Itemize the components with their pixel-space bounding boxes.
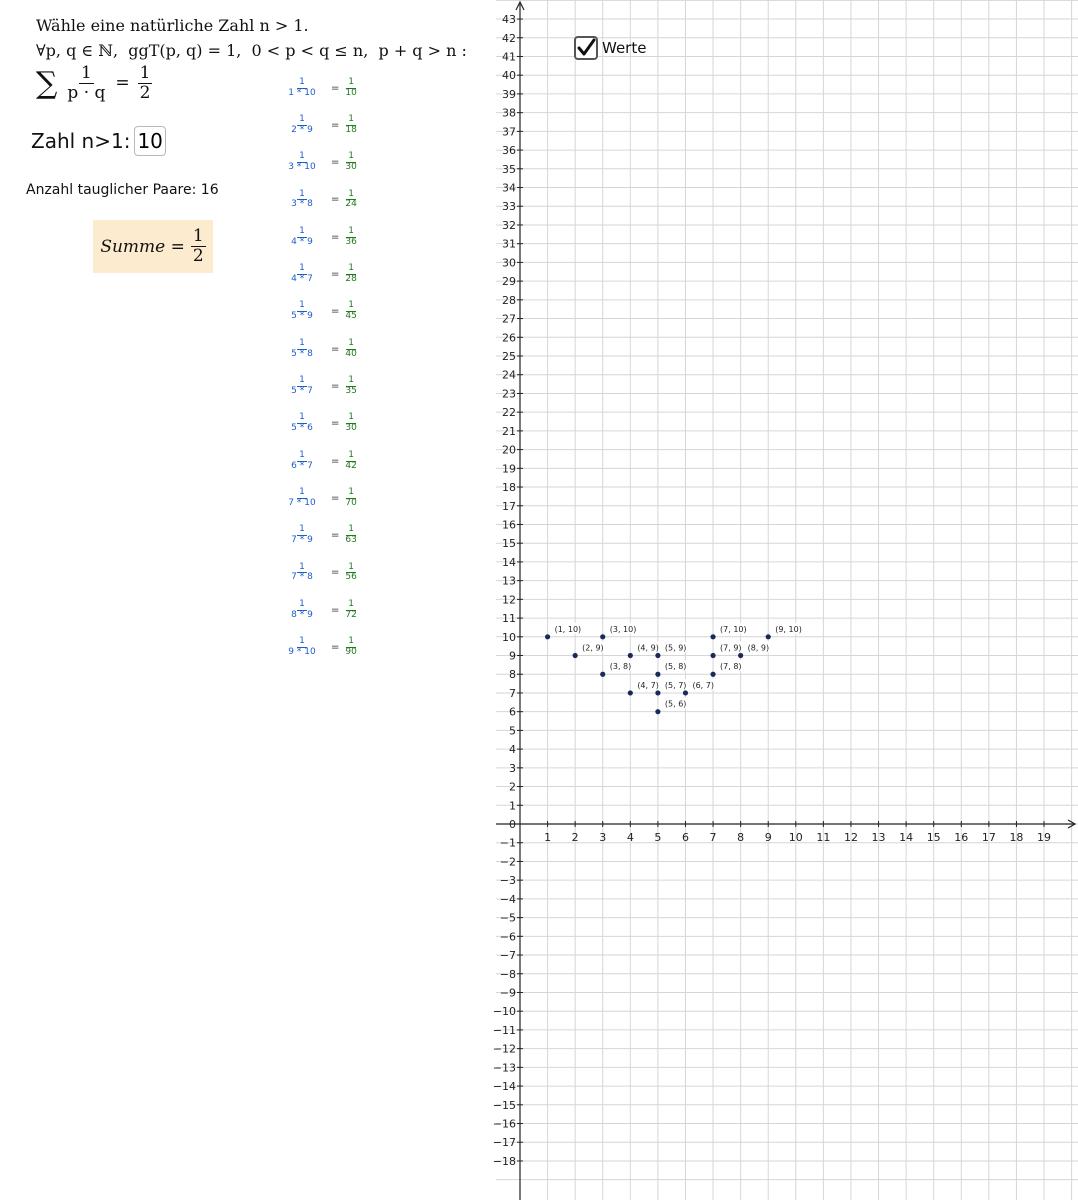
- fraction-row: [285, 260, 375, 290]
- fraction-left-denominator: 7 * 8: [291, 572, 313, 583]
- fraction-left-denominator: 4 * 9: [291, 236, 313, 247]
- fraction-right-denominator: 90: [345, 647, 357, 657]
- data-point: [628, 653, 633, 658]
- y-tick-label: 42: [502, 31, 516, 45]
- fraction-right-denominator: 28: [345, 274, 357, 284]
- x-tick-label: 4: [626, 831, 634, 844]
- fraction-right-denominator: 42: [345, 460, 357, 471]
- fraction-equals: =: [331, 567, 340, 579]
- fraction-right-denominator: 70: [345, 497, 357, 508]
- point-label: (6, 7): [692, 680, 714, 690]
- x-tick-label: 7: [709, 831, 717, 844]
- y-tick-label: 35: [502, 162, 516, 176]
- point-label: (9, 10): [775, 624, 802, 634]
- fraction-left-numerator: 1: [299, 263, 305, 274]
- fraction-left-numerator: 1: [299, 151, 305, 162]
- y-tick-label: 29: [502, 275, 516, 289]
- fraction-right-numerator: 1: [348, 375, 354, 385]
- fraction-left: [285, 525, 319, 546]
- fraction-equals: =: [331, 642, 340, 653]
- fraction-row: [285, 446, 375, 476]
- y-tick-label: −13: [492, 1061, 516, 1075]
- fraction-left-denominator: 2 * 9: [291, 124, 313, 135]
- fraction-right-numerator: 1: [348, 225, 354, 236]
- fraction-left: [285, 488, 319, 509]
- fraction-equals: =: [331, 455, 340, 467]
- fraction-right: [343, 525, 358, 546]
- x-tick-label: 10: [788, 831, 803, 844]
- y-tick-label: 14: [502, 555, 516, 569]
- fraction-right: [343, 600, 358, 621]
- fraction-right-denominator: 30: [345, 162, 357, 173]
- fraction-left-numerator: 1: [299, 300, 305, 311]
- x-tick-label: 18: [1009, 831, 1024, 844]
- fraction-equals: =: [331, 530, 340, 542]
- fraction-equals: =: [331, 82, 340, 94]
- fraction-left: [285, 637, 319, 658]
- x-tick-label: 1: [544, 831, 552, 844]
- fraction-equals: =: [331, 119, 340, 131]
- y-tick-label: 37: [502, 125, 516, 139]
- y-tick-label: 16: [502, 518, 516, 532]
- fraction-right-numerator: 1: [348, 263, 354, 274]
- fraction-right-denominator: 63: [345, 535, 357, 546]
- y-tick-label: −1: [499, 836, 516, 850]
- data-point: [710, 672, 715, 677]
- x-tick-label: 3: [599, 831, 607, 844]
- data-point: [655, 709, 660, 714]
- y-tick-label: 31: [502, 237, 516, 251]
- fraction-left-numerator: 1: [299, 412, 305, 423]
- sum-result-numerator: 1: [139, 63, 151, 83]
- fraction-row: [285, 409, 375, 439]
- y-tick-label: −12: [492, 1042, 516, 1056]
- y-tick-label: 21: [502, 424, 516, 438]
- y-tick-label: −18: [492, 1154, 516, 1168]
- x-tick-label: 9: [764, 831, 772, 844]
- fraction-row: [285, 222, 375, 252]
- fraction-left: [285, 376, 319, 397]
- point-label: (4, 7): [637, 680, 659, 690]
- fraction-left-denominator: 4 * 7: [291, 274, 313, 284]
- summe-box: [93, 220, 213, 273]
- point-label: (2, 9): [582, 643, 604, 653]
- fraction-left-numerator: 1: [299, 449, 305, 460]
- fraction-left: [285, 227, 319, 248]
- fraction-equals: =: [331, 418, 340, 430]
- y-tick-label: −7: [499, 949, 516, 963]
- point-label: (3, 10): [609, 624, 637, 634]
- fraction-row: [285, 521, 375, 551]
- point-label: (7, 8): [720, 662, 742, 672]
- y-tick-label: 27: [502, 312, 516, 326]
- fraction-row: [285, 334, 375, 364]
- fraction-left-denominator: 5 * 8: [291, 348, 313, 359]
- fraction-right-numerator: 1: [348, 636, 354, 647]
- fraction-row: [285, 297, 375, 327]
- y-tick-label: −4: [499, 892, 516, 906]
- y-tick-label: 13: [502, 574, 516, 588]
- fraction-left-denominator: 6 * 7: [291, 460, 313, 471]
- fraction-equals: =: [331, 194, 340, 206]
- fraction-right-numerator: 1: [348, 76, 354, 87]
- data-point: [766, 634, 771, 639]
- fraction-left-numerator: 1: [299, 225, 305, 236]
- point-label: (3, 8): [609, 662, 632, 672]
- y-tick-label: 8: [509, 668, 516, 682]
- y-tick-label: −10: [492, 1005, 516, 1019]
- fraction-left-numerator: 1: [299, 598, 305, 609]
- y-tick-label: −14: [492, 1080, 516, 1094]
- y-tick-label: 1: [509, 799, 516, 813]
- intro-text-line2: ∀p, q ∈ ℕ, ggT(p, q) = 1, 0 < p < q ≤ n, p + q > n :: [36, 41, 467, 60]
- data-point: [573, 653, 578, 658]
- fraction-right-denominator: 40: [345, 348, 357, 359]
- data-point: [600, 672, 605, 677]
- fraction-equals: =: [331, 269, 340, 280]
- sigma-symbol: ∑: [36, 65, 58, 101]
- fraction-left: [285, 413, 319, 434]
- fraction-right-denominator: 36: [345, 236, 357, 247]
- fraction-right: [343, 190, 358, 211]
- y-tick-label: 4: [509, 743, 516, 757]
- fraction-left: [285, 190, 319, 211]
- data-point: [628, 690, 633, 695]
- fraction-right-numerator: 1: [348, 598, 354, 609]
- fraction-equals: =: [331, 380, 340, 392]
- sum-term-denominator: p · q: [67, 82, 106, 103]
- fraction-row: [285, 595, 375, 625]
- fraction-right: [343, 637, 358, 658]
- fraction-left-denominator: 3 * 10: [288, 162, 316, 173]
- y-tick-label: 20: [502, 443, 516, 457]
- fraction-left: [285, 264, 319, 285]
- fraction-right-numerator: 1: [348, 151, 354, 162]
- fraction-left-denominator: 5 * 6: [291, 423, 313, 434]
- x-tick-label: 13: [871, 831, 886, 844]
- fraction-row: [285, 148, 375, 178]
- y-tick-label: 32: [502, 218, 516, 232]
- y-tick-label: −16: [492, 1117, 516, 1131]
- point-label: (7, 9): [720, 643, 742, 653]
- n-input-field[interactable]: [134, 126, 166, 156]
- fraction-equals: =: [331, 492, 340, 504]
- y-tick-label: −5: [499, 911, 516, 925]
- fraction-right: [343, 413, 358, 434]
- fraction-equals: =: [331, 306, 340, 318]
- y-tick-label: 2: [509, 780, 516, 794]
- fraction-right-numerator: 1: [348, 524, 354, 535]
- y-tick-label: 33: [502, 200, 516, 214]
- sum-term-numerator: 1: [81, 63, 92, 83]
- fraction-right: [343, 376, 358, 397]
- fraction-left-denominator: 5 * 7: [291, 385, 313, 396]
- y-tick-label: 11: [502, 612, 516, 626]
- y-tick-label: 43: [502, 13, 516, 27]
- y-tick-label: 28: [502, 293, 516, 307]
- fraction-right-denominator: 30: [345, 423, 357, 434]
- data-point: [600, 634, 605, 639]
- fraction-equals: =: [331, 231, 340, 243]
- fraction-right: [343, 451, 358, 472]
- fraction-right-denominator: 72: [345, 609, 357, 620]
- y-tick-label: −6: [499, 930, 516, 944]
- fraction-right-denominator: 10: [345, 87, 357, 98]
- fraction-left-numerator: 1: [299, 375, 305, 385]
- fraction-right: [343, 227, 358, 248]
- y-tick-label: 34: [502, 181, 516, 195]
- fraction-left-numerator: 1: [299, 337, 305, 348]
- summe-fraction: [191, 227, 206, 265]
- fraction-right: [343, 301, 358, 322]
- fraction-left-numerator: 1: [299, 561, 305, 572]
- fraction-left-numerator: 1: [299, 524, 305, 535]
- fraction-equals: =: [331, 604, 340, 616]
- data-point: [655, 672, 660, 677]
- n-input-row: [31, 126, 166, 156]
- x-tick-label: 8: [737, 831, 745, 844]
- fraction-equals: =: [331, 343, 340, 355]
- data-point: [710, 634, 715, 639]
- fraction-right: [343, 488, 358, 509]
- sum-formula: [36, 64, 152, 102]
- fraction-left-denominator: 9 * 10: [288, 647, 316, 657]
- fraction-left-numerator: 1: [299, 188, 305, 199]
- fraction-row: [285, 483, 375, 513]
- sum-result-denominator: 2: [139, 82, 151, 103]
- data-point: [683, 690, 688, 695]
- point-label: (5, 6): [664, 699, 687, 709]
- fraction-left-denominator: 3 * 8: [291, 199, 313, 210]
- y-tick-label: 12: [502, 593, 516, 607]
- werte-checkbox-label: Werte: [602, 39, 647, 57]
- data-point: [655, 653, 660, 658]
- fraction-right-numerator: 1: [348, 300, 354, 311]
- x-tick-label: 12: [843, 831, 858, 844]
- fraction-equals: =: [331, 157, 340, 169]
- fraction-row: [285, 633, 375, 663]
- y-tick-label: 10: [502, 630, 516, 644]
- fraction-left-denominator: 1 * 10: [288, 87, 316, 98]
- fraction-left: [285, 115, 319, 136]
- point-label: (5, 9): [664, 643, 687, 653]
- fraction-left: [285, 152, 319, 173]
- x-tick-label: 2: [571, 831, 579, 844]
- fraction-left: [285, 451, 319, 472]
- y-tick-label: −8: [499, 967, 516, 981]
- fraction-left-denominator: 8 * 9: [291, 609, 313, 620]
- x-tick-label: 15: [926, 831, 941, 844]
- summe-label: Summe =: [100, 236, 185, 257]
- point-label: (8, 9): [747, 643, 770, 653]
- werte-checkbox[interactable]: [574, 36, 598, 60]
- fraction-row: [285, 185, 375, 215]
- fraction-left-numerator: 1: [299, 636, 305, 647]
- point-label: (1, 10): [554, 624, 582, 634]
- fraction-right: [343, 115, 358, 136]
- werte-checkbox-row[interactable]: [574, 36, 646, 60]
- n-input-label: Zahl n>1:: [31, 129, 131, 153]
- fraction-left-denominator: 7 * 9: [291, 535, 313, 546]
- data-point: [738, 653, 743, 658]
- fraction-right-denominator: 24: [345, 199, 357, 210]
- fraction-right: [343, 264, 358, 285]
- y-tick-label: 30: [502, 256, 516, 270]
- intro-text-line1: Wähle eine natürliche Zahl n > 1.: [36, 16, 309, 35]
- point-label: (5, 8): [664, 662, 687, 672]
- point-label: (7, 10): [720, 624, 747, 634]
- y-tick-label: −2: [499, 855, 516, 869]
- fraction-left-denominator: 5 * 9: [291, 311, 313, 322]
- y-tick-label: 26: [502, 331, 516, 345]
- fraction-left-numerator: 1: [299, 76, 305, 87]
- sum-result-fraction: [138, 64, 153, 102]
- y-tick-label: 38: [502, 106, 516, 120]
- fraction-right: [343, 563, 358, 584]
- fraction-right-numerator: 1: [348, 337, 354, 348]
- y-tick-label: 23: [502, 387, 516, 401]
- sum-equals: =: [115, 73, 130, 94]
- y-tick-label: 6: [509, 705, 516, 719]
- x-tick-label: 19: [1037, 831, 1052, 844]
- fraction-right: [343, 78, 358, 99]
- fraction-right: [343, 339, 358, 360]
- x-tick-label: 16: [954, 831, 969, 844]
- point-label: (4, 9): [637, 643, 659, 653]
- y-tick-label: 15: [502, 537, 516, 551]
- data-point: [710, 653, 715, 658]
- y-tick-label: 36: [502, 144, 516, 158]
- fraction-right-numerator: 1: [348, 449, 354, 460]
- fraction-right-denominator: 35: [345, 385, 357, 396]
- fraction-right-denominator: 45: [345, 311, 357, 322]
- y-tick-label: 17: [502, 499, 516, 513]
- x-tick-label: 17: [981, 831, 996, 844]
- y-tick-label: 9: [509, 649, 516, 663]
- fraction-row: [285, 73, 375, 103]
- y-tick-label: 24: [502, 368, 516, 382]
- x-tick-label: 5: [654, 831, 662, 844]
- y-tick-label: 19: [502, 462, 516, 476]
- fraction-left-denominator: 7 * 10: [288, 497, 316, 508]
- fraction-row: [285, 371, 375, 401]
- fraction-right-numerator: 1: [348, 412, 354, 423]
- fraction-right-denominator: 56: [345, 572, 357, 583]
- x-tick-label: 6: [681, 831, 689, 844]
- y-tick-label: −17: [492, 1136, 516, 1150]
- y-tick-label: 25: [502, 350, 516, 363]
- sum-term-fraction: [65, 64, 107, 102]
- fraction-row: [285, 110, 375, 140]
- fraction-left-numerator: 1: [299, 486, 305, 497]
- fraction-right-numerator: 1: [348, 561, 354, 572]
- y-tick-label: 39: [502, 87, 516, 101]
- y-tick-label: −9: [499, 986, 516, 1000]
- data-point: [655, 690, 660, 695]
- data-point: [545, 634, 550, 639]
- checkmark-icon: [576, 38, 596, 58]
- y-tick-label: 41: [502, 50, 516, 64]
- fraction-right: [343, 152, 358, 173]
- coordinate-graph[interactable]: [492, 0, 1078, 1200]
- y-tick-label: 40: [502, 69, 516, 83]
- y-tick-label: 18: [502, 481, 516, 495]
- fraction-left: [285, 78, 319, 99]
- fraction-right-denominator: 18: [345, 124, 357, 135]
- fraction-left-numerator: 1: [299, 113, 305, 124]
- y-tick-label: 22: [502, 406, 516, 420]
- fraction-right-numerator: 1: [348, 486, 354, 497]
- fraction-left: [285, 563, 319, 584]
- y-tick-label: 0: [509, 818, 516, 831]
- summe-denominator: 2: [192, 246, 204, 266]
- fraction-row: [285, 558, 375, 588]
- y-tick-label: 5: [509, 724, 516, 738]
- point-label: (5, 7): [664, 680, 687, 690]
- anzahl-text: Anzahl tauglicher Paare: 16: [26, 182, 219, 198]
- fraction-right-numerator: 1: [348, 113, 354, 124]
- y-tick-label: −15: [492, 1098, 516, 1112]
- y-tick-label: 3: [509, 761, 516, 775]
- x-tick-label: 14: [899, 831, 914, 844]
- fraction-right-numerator: 1: [348, 188, 354, 199]
- fraction-left: [285, 600, 319, 621]
- x-tick-label: 11: [816, 831, 831, 844]
- y-tick-label: −3: [499, 874, 516, 888]
- fraction-left: [285, 339, 319, 360]
- summe-numerator: 1: [192, 226, 204, 247]
- y-tick-label: −11: [492, 1023, 516, 1037]
- fraction-left: [285, 301, 319, 322]
- y-tick-label: 7: [509, 686, 516, 700]
